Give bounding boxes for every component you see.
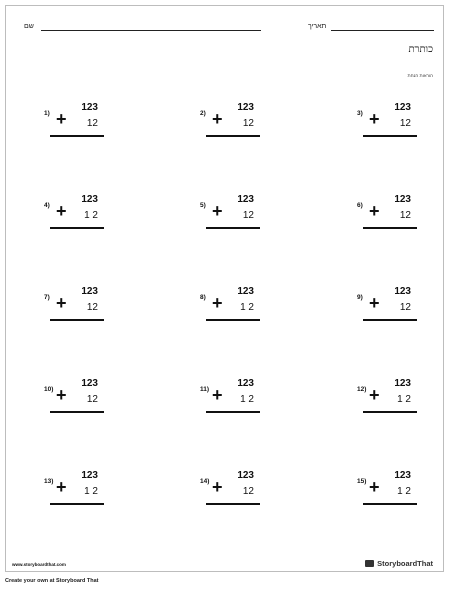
- problem-number: 5): [200, 202, 206, 209]
- problem-number: 14): [200, 478, 210, 485]
- answer-line: [50, 411, 104, 413]
- plus-sign: +: [212, 109, 223, 129]
- bottom-operand: 1 2: [84, 486, 98, 497]
- bottom-operand: 12: [399, 210, 411, 221]
- problem-number: 2): [200, 110, 206, 117]
- problem-number: 15): [357, 478, 367, 485]
- problem-12: [357, 378, 417, 418]
- plus-sign: +: [212, 201, 223, 221]
- top-operand: 123: [237, 470, 254, 481]
- footer-cta: Create your own at Storyboard That: [5, 578, 99, 584]
- problem-2: [200, 102, 260, 142]
- answer-line: [363, 411, 417, 413]
- answer-line: [363, 319, 417, 321]
- worksheet-instructions: הוראות הנחת: [407, 73, 433, 78]
- bottom-operand: 1 2: [397, 394, 411, 405]
- bottom-operand: 1 2: [240, 394, 254, 405]
- name-line: [41, 30, 261, 31]
- problem-number: 8): [200, 294, 206, 301]
- problem-number: 10): [44, 386, 54, 393]
- answer-line: [363, 503, 417, 505]
- problem-number: 4): [44, 202, 50, 209]
- problem-13: [44, 470, 104, 510]
- answer-line: [50, 503, 104, 505]
- problem-number: 1): [44, 110, 50, 117]
- top-operand: 123: [237, 286, 254, 297]
- top-operand: 123: [237, 378, 254, 389]
- name-label: שם: [24, 23, 34, 30]
- problem-3: [357, 102, 417, 142]
- bottom-operand: 1 2: [397, 486, 411, 497]
- answer-line: [50, 135, 104, 137]
- problem-1: [44, 102, 104, 142]
- answer-line: [206, 227, 260, 229]
- problem-9: [357, 286, 417, 326]
- answer-line: [206, 135, 260, 137]
- storyboard-icon: [365, 560, 374, 567]
- top-operand: 123: [81, 470, 98, 481]
- problem-number: 3): [357, 110, 363, 117]
- answer-line: [50, 319, 104, 321]
- answer-line: [206, 319, 260, 321]
- problem-number: 7): [44, 294, 50, 301]
- problem-5: [200, 194, 260, 234]
- site-url: www.storyboardthat.com: [12, 562, 66, 567]
- answer-line: [363, 227, 417, 229]
- date-label: תאריך: [308, 23, 327, 30]
- plus-sign: +: [369, 385, 380, 405]
- top-operand: 123: [81, 194, 98, 205]
- top-operand: 123: [81, 378, 98, 389]
- problem-4: [44, 194, 104, 234]
- bottom-operand: 1 2: [240, 302, 254, 313]
- plus-sign: +: [369, 293, 380, 313]
- problem-number: 6): [357, 202, 363, 209]
- logo-text: StoryboardThat: [377, 559, 433, 568]
- bottom-operand: 12: [242, 118, 254, 129]
- problem-number: 9): [357, 294, 363, 301]
- answer-line: [50, 227, 104, 229]
- problem-11: [200, 378, 260, 418]
- plus-sign: +: [56, 109, 67, 129]
- top-operand: 123: [394, 470, 411, 481]
- plus-sign: +: [369, 201, 380, 221]
- bottom-operand: 12: [86, 118, 98, 129]
- plus-sign: +: [369, 477, 380, 497]
- top-operand: 123: [394, 286, 411, 297]
- bottom-operand: 12: [86, 302, 98, 313]
- plus-sign: +: [212, 477, 223, 497]
- bottom-operand: 12: [399, 118, 411, 129]
- bottom-operand: 12: [399, 302, 411, 313]
- plus-sign: +: [56, 201, 67, 221]
- top-operand: 123: [81, 102, 98, 113]
- answer-line: [363, 135, 417, 137]
- bottom-operand: 12: [86, 394, 98, 405]
- top-operand: 123: [394, 378, 411, 389]
- bottom-operand: 12: [242, 210, 254, 221]
- problem-14: [200, 470, 260, 510]
- bottom-operand: 1 2: [84, 210, 98, 221]
- storyboardthat-logo: [365, 559, 433, 568]
- problem-number: 11): [200, 386, 210, 393]
- top-operand: 123: [394, 194, 411, 205]
- date-line: [331, 30, 434, 31]
- plus-sign: +: [56, 293, 67, 313]
- plus-sign: +: [212, 385, 223, 405]
- worksheet-page: [5, 5, 444, 572]
- bottom-operand: 12: [242, 486, 254, 497]
- problem-number: 13): [44, 478, 54, 485]
- plus-sign: +: [369, 109, 380, 129]
- plus-sign: +: [212, 293, 223, 313]
- problem-6: [357, 194, 417, 234]
- problem-15: [357, 470, 417, 510]
- answer-line: [206, 503, 260, 505]
- top-operand: 123: [237, 102, 254, 113]
- plus-sign: +: [56, 477, 67, 497]
- top-operand: 123: [81, 286, 98, 297]
- answer-line: [206, 411, 260, 413]
- worksheet-title: כותרת: [408, 44, 433, 55]
- top-operand: 123: [237, 194, 254, 205]
- plus-sign: +: [56, 385, 67, 405]
- problem-8: [200, 286, 260, 326]
- top-operand: 123: [394, 102, 411, 113]
- problem-10: [44, 378, 104, 418]
- problem-number: 12): [357, 386, 367, 393]
- problem-7: [44, 286, 104, 326]
